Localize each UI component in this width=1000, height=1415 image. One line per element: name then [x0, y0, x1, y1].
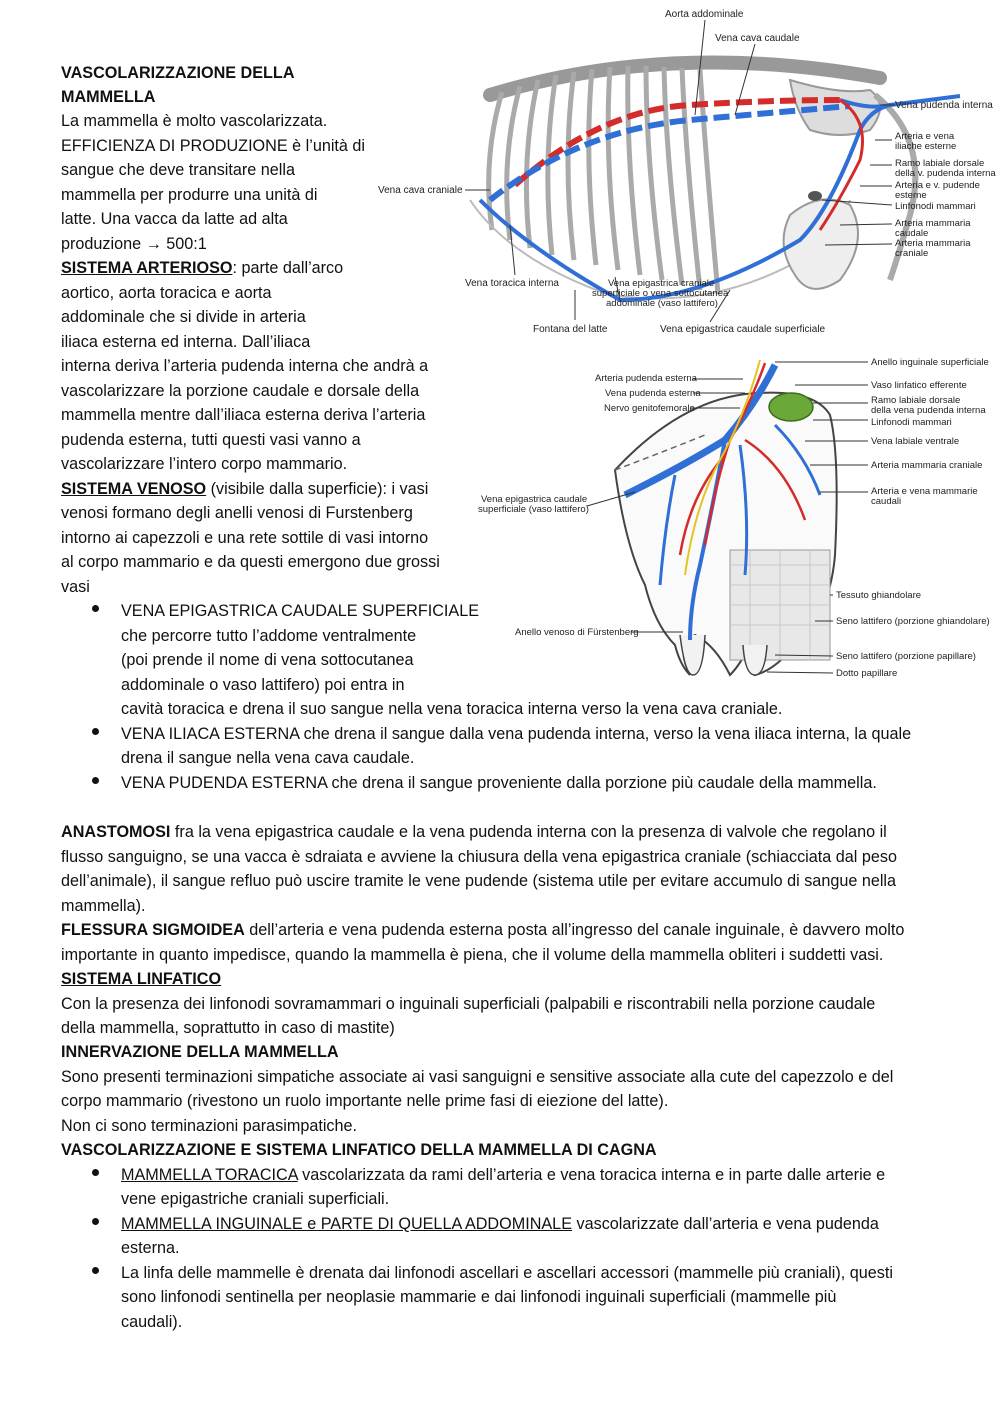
arterioso-first-rest: : parte dall’arco	[232, 259, 344, 277]
linfatico-title: SISTEMA LINFATICO	[61, 970, 222, 988]
cagna-bullet-3-line: sono linfonodi sentinella per neoplasie mammarie e dai linfonodi inguinali superficiali (mammelle più	[121, 1288, 837, 1306]
anastomosi-line: dell’animale), il sangue refluo può uscire tramite le vene pudende (sistema utile per evitare accumulo di sangue nella	[61, 872, 897, 890]
label-linfonodi-mammari: Linfonodi mammari	[871, 417, 952, 428]
venoso-line: vasi	[61, 578, 90, 596]
front-teat	[680, 635, 705, 675]
label-ramo-labiale-2: della v. pudenda interna	[895, 168, 996, 179]
innervazione-title: INNERVAZIONE DELLA MAMMELLA	[61, 1043, 339, 1061]
intro-line: EFFICIENZA DI PRODUZIONE è l’unità di	[61, 137, 366, 155]
label-arteria-mammaria-craniale: Arteria mammaria craniale	[871, 460, 983, 471]
cagna-bullet-1-rest: vascolarizzata da rami dell’arteria e vena toracica interna e in parte dalle arterie e	[297, 1166, 886, 1184]
cagna-bullet-1-line: vene epigastriche craniali superficiali.	[121, 1190, 390, 1208]
innervazione-line: Non ci sono terminazioni parasimpatiche.	[61, 1117, 358, 1135]
cagna-bullet-1-first-line	[121, 1163, 885, 1187]
label-vena-epigastrica-craniale-3: addominale (vaso lattifero)	[606, 298, 718, 309]
cagna-bullet-1-title: MAMMELLA TORACICA	[121, 1166, 298, 1184]
venoso-bullet-1-line: addominale o vaso lattifero) poi entra in	[121, 676, 405, 694]
anastomosi-line: flusso sanguigno, se una vacca è sdraiata e avviene la chiusura della vena epigastrica craniale (schiacciata dal peso	[61, 848, 897, 866]
label-ramo-labiale-1: Ramo labiale dorsale	[871, 395, 961, 406]
label-ramo-labiale-2: della vena pudenda interna	[871, 405, 986, 416]
lymph-node-icon	[808, 191, 822, 201]
venoso-line: venosi formano degli anelli venosi di Furstenberg	[61, 504, 413, 522]
bullet-dot	[92, 1267, 99, 1274]
label-arteria-vena-iliache-1: Arteria e vena	[895, 131, 955, 142]
anastomosi-line: mammella).	[61, 897, 146, 915]
intro-line: latte. Una vacca da latte ad alta	[61, 210, 288, 228]
arterioso-title: SISTEMA ARTERIOSO	[61, 259, 233, 277]
label-fontana-del-latte: Fontana del latte	[533, 324, 608, 335]
label-aorta-addominale: Aorta addominale	[665, 9, 744, 20]
label-arteria-pudenda-esterna: Arteria pudenda esterna	[595, 373, 697, 384]
arterioso-line: vascolarizzare l’intero corpo mammario.	[61, 455, 348, 473]
linfatico-line: Con la presenza dei linfonodi sovramammari o inguinali superficiali (palpabili e riscontrabili nella porzione caudale	[61, 995, 876, 1013]
venoso-bullet-1-line: VENA EPIGASTRICA CAUDALE SUPERFICIALE	[121, 602, 480, 620]
label-vena-epigastrica-caudale-2: superficiale (vaso lattifero)	[478, 504, 589, 515]
cagna-bullet-2-title: MAMMELLA INGUINALE e PARTE DI QUELLA ADDOMINALE	[121, 1215, 572, 1233]
anastomosi-first-rest: fra la vena epigastrica caudale e la vena pudenda interna con la presenza di valvole che regolano il	[170, 823, 887, 841]
venoso-bullet-2-line: drena il sangue nella vena cava caudale.	[121, 749, 415, 767]
innervazione-line: corpo mammario (rivestono un ruolo importante nelle prime fasi di eiezione del latte).	[61, 1092, 669, 1110]
label-vena-epigastrica-caudale-1: Vena epigastrica caudale	[481, 494, 588, 505]
arterioso-paragraph-first-line	[61, 256, 343, 280]
label-vena-epigastrica-craniale-1: Vena epigastrica craniale	[608, 278, 715, 289]
venoso-title: SISTEMA VENOSO	[61, 480, 207, 498]
venoso-bullet-1-line: cavità toracica e drena il suo sangue nella vena toracica interna verso la vena cava craniale.	[121, 700, 783, 718]
label-arteria-vena-caudali-2: caudali	[871, 496, 902, 507]
arterioso-line: iliaca esterna ed interna. Dall’iliaca	[61, 333, 311, 351]
innervazione-line: Sono presenti terminazioni simpatiche associate ai vasi sanguigni e sensitive associate alla cute del capezzolo e del	[61, 1068, 894, 1086]
bullet-dot	[92, 605, 99, 612]
arterioso-line: interna deriva l’arteria pudenda interna che andrà a	[61, 357, 429, 375]
flessura-paragraph-first-line	[61, 918, 904, 942]
cagna-bullet-2-rest: vascolarizzate dall’arteria e vena pudenda	[572, 1215, 879, 1233]
section-heading-vascolarizzazione-2: MAMMELLA	[61, 88, 156, 106]
section-heading-vascolarizzazione: VASCOLARIZZAZIONE DELLA	[61, 64, 295, 82]
intro-line: sangue che deve transitare nella	[61, 161, 295, 179]
cagna-bullet-2-first-line	[121, 1212, 879, 1236]
label-arteria-mammaria-caudale-1: Arteria mammaria	[895, 218, 971, 229]
arterioso-line: aortico, aorta toracica e aorta	[61, 284, 272, 302]
venoso-paragraph-first-line	[61, 477, 428, 501]
label-arteria-pudende-2: esterne	[895, 190, 927, 201]
label-arteria-mammaria-craniale-2: craniale	[895, 248, 929, 259]
anastomosi-title: ANASTOMOSI	[61, 823, 171, 841]
intro-line: mammella per produrre una unità di	[61, 186, 318, 204]
bullet-dot	[92, 1169, 99, 1176]
label-vena-labiale-ventrale: Vena labiale ventrale	[871, 436, 960, 447]
cagna-title: VASCOLARIZZAZIONE E SISTEMA LINFATICO DELLA MAMMELLA DI CAGNA	[61, 1141, 657, 1159]
arterioso-line: addominale che si divide in arteria	[61, 308, 306, 326]
label-vena-cava-caudale: Vena cava caudale	[715, 33, 800, 44]
label-dotto-papillare: Dotto papillare	[836, 668, 898, 679]
label-arteria-vena-caudali-1: Arteria e vena mammarie	[871, 486, 978, 497]
venoso-bullet-3-line: VENA PUDENDA ESTERNA che drena il sangue proveniente dalla porzione più caudale della mammella.	[121, 774, 877, 792]
cagna-bullet-3-line: La linfa delle mammelle è drenata dai linfonodi ascellari e ascellari accessori (mammelle più craniali), questi	[121, 1264, 893, 1282]
anastomosi-paragraph-first-line	[61, 820, 887, 844]
label-ramo-labiale-1: Ramo labiale dorsale	[895, 158, 985, 169]
label-arteria-vena-iliache-2: iliache esterne	[895, 141, 957, 152]
label-vena-pudenda-esterna: Vena pudenda esterna	[605, 388, 701, 399]
lymph-node-icon	[769, 393, 813, 421]
label-vena-cava-craniale: Vena cava craniale	[378, 185, 463, 196]
label-vena-pudenda-interna: Vena pudenda interna	[895, 100, 993, 111]
figure-cow-vascular-diagram	[370, 0, 1000, 345]
label-anello-inguinale: Anello inguinale superficiale	[871, 357, 989, 368]
label-vena-toracica-interna: Vena toracica interna	[465, 278, 559, 289]
intro-line: produzione → 500:1	[61, 235, 207, 253]
venoso-bullet-1-line: (poi prende il nome di vena sottocutanea	[121, 651, 414, 669]
label-arteria-pudende-1: Arteria e v. pudende	[895, 180, 980, 191]
label-tessuto-ghiandolare: Tessuto ghiandolare	[836, 590, 922, 601]
label-seno-ghiandolare: Seno lattifero (porzione ghiandolare)	[836, 616, 990, 627]
label-arteria-mammaria-caudale-2: caudale	[895, 228, 929, 239]
arterioso-line: mammella mentre dall’iliaca esterna deriva l’arteria	[61, 406, 426, 424]
venoso-bullet-1-line: che percorre tutto l’addome ventralmente	[121, 627, 417, 645]
label-anello-venoso: Anello venoso di Fürstenberg	[515, 627, 639, 638]
flessura-line: importante in quanto impedisce, quando la mammella è piena, che il volume della mammella obliteri i suddetti vasi.	[61, 946, 884, 964]
venoso-first-rest: (visibile dalla superficie): i vasi	[206, 480, 429, 498]
label-vaso-linfatico: Vaso linfatico efferente	[871, 380, 967, 391]
cagna-bullet-3-line: caudali).	[121, 1313, 183, 1331]
figure-udder-section-diagram	[475, 345, 1000, 685]
cagna-bullet-2-line: esterna.	[121, 1239, 180, 1257]
label-arteria-mammaria-craniale-1: Arteria mammaria	[895, 238, 971, 249]
arterioso-line: pudenda esterna, tutti questi vasi vanno a	[61, 431, 361, 449]
label-vena-epigastrica-caudale-superficiale: Vena epigastrica caudale superficiale	[660, 324, 826, 335]
bullet-dot	[92, 777, 99, 784]
venoso-line: al corpo mammario e da questi emergono due grossi	[61, 553, 440, 571]
label-seno-papillare: Seno lattifero (porzione papillare)	[836, 651, 976, 662]
flessura-first-rest: dell’arteria e vena pudenda esterna posta all’ingresso del canale inguinale, è davvero molto	[244, 921, 905, 939]
bullet-dot	[92, 1218, 99, 1225]
label-vena-epigastrica-craniale-2: superficiale o vena sottocutanea	[592, 288, 729, 299]
intro-line: La mammella è molto vascolarizzata.	[61, 112, 328, 130]
arterioso-line: vascolarizzare la porzione caudale e dorsale della	[61, 382, 420, 400]
bullet-dot	[92, 728, 99, 735]
label-linfonodi-mammari: Linfonodi mammari	[895, 201, 976, 212]
flessura-title: FLESSURA SIGMOIDEA	[61, 921, 245, 939]
linfatico-line: della mammella, soprattutto in caso di mastite)	[61, 1019, 395, 1037]
venoso-line: intorno ai capezzoli e una rete sottile di vasi intorno	[61, 529, 429, 547]
label-nervo-genitofemorale: Nervo genitofemorale	[604, 403, 695, 414]
venoso-bullet-2-line: VENA ILIACA ESTERNA che drena il sangue dalla vena pudenda interna, verso la vena iliaca interna, la quale	[121, 725, 912, 743]
